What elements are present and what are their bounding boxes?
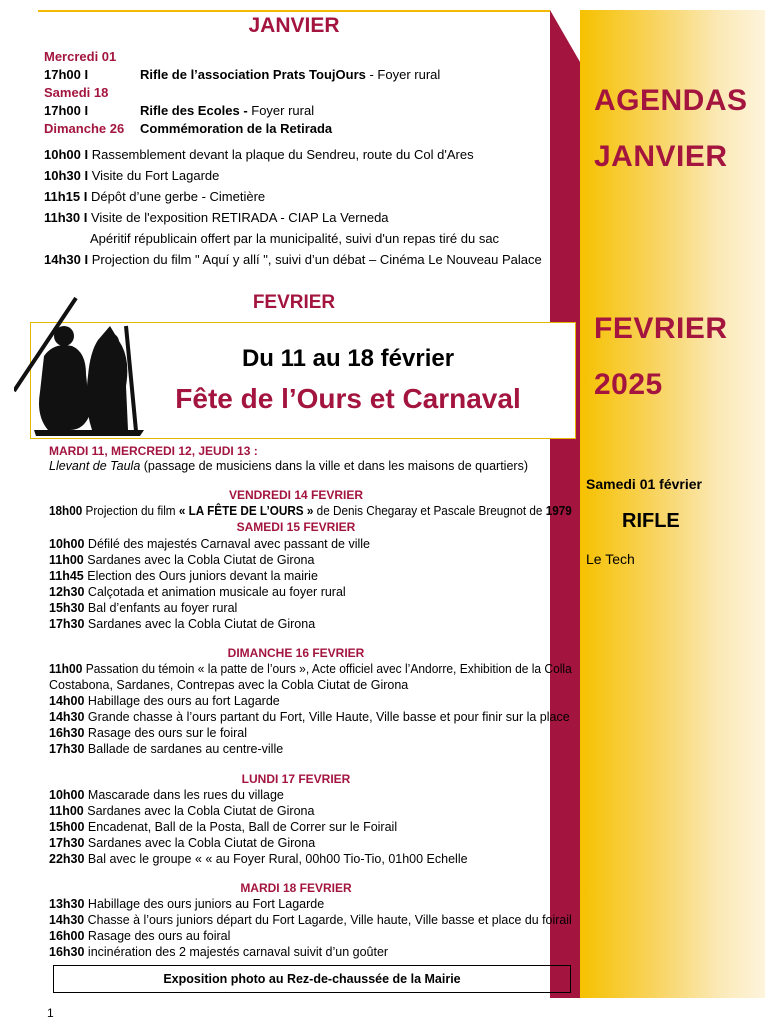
- sidebar-title-janvier: JANVIER: [594, 140, 728, 173]
- day-heading-mar18: MARDI 18 FEVRIER: [240, 881, 352, 895]
- top-rule: [38, 10, 550, 12]
- sam15-item: 17h30 Sardanes avec la Cobla Ciutat de Girona: [49, 617, 316, 631]
- intro-days: MARDI 11, MERCREDI 12, JEUDI 13 :: [49, 444, 258, 458]
- expo-notice: Exposition photo au Rez-de-chaussée de la Mairie: [53, 965, 571, 993]
- sidebar-event-place: Le Tech: [586, 551, 635, 567]
- janvier-day2-line: Rifle des Ecoles - Foyer rural: [140, 103, 315, 118]
- sidebar-event-name: RIFLE: [622, 510, 680, 532]
- day-heading-sam15: SAMEDI 15 FEVRIER: [236, 520, 356, 534]
- sam15-item: 11h45 Election des Ours juniors devant la mairie: [49, 569, 318, 583]
- corner-fold-icon: [550, 10, 580, 70]
- janvier-item: 11h15 I Dépôt d’une gerbe - Cimetière: [44, 189, 266, 204]
- janvier-day2: Samedi 18: [44, 85, 109, 100]
- mar18-item: 16h00 Rasage des ours au foiral: [49, 929, 231, 943]
- janvier-item: 10h30 I Visite du Fort Lagarde: [44, 168, 220, 183]
- janvier-day1-line: Rifle de l’association Prats ToujOurs - Foyer rural: [140, 67, 441, 82]
- fevrier-heading: FEVRIER: [252, 292, 336, 313]
- janvier-day2-time: 17h00 I: [44, 103, 89, 118]
- sam15-item: 10h00 Défilé des majestés Carnaval avec passant de ville: [49, 537, 371, 551]
- dim16-item: 16h30 Rasage des ours sur le foiral: [49, 726, 248, 740]
- lun17-item: 22h30 Bal avec le groupe « « au Foyer Rural, 00h00 Tio-Tio, 01h00 Echelle: [49, 852, 468, 866]
- janvier-day3-event: Commémoration de la Retirada: [140, 121, 333, 136]
- bear-hunters-silhouette-icon: [14, 296, 150, 436]
- day-heading-dim16: DIMANCHE 16 FEVRIER: [227, 646, 365, 660]
- sam15-item: 15h30 Bal d’enfants au foyer rural: [49, 601, 238, 615]
- dim16-item: 11h00 Passation du témoin « la patte de l’ours », Acte officiel avec l’Andorre, Exhibition de la Colla: [49, 662, 572, 676]
- dim16-item: 14h30 Grande chasse à l’ours partant du Fort, Ville Haute, Ville basse et pour finir sur la place: [49, 710, 570, 724]
- dim16-item-cont: Costabona, Sardanes, Contrepas avec la Cobla Ciutat de Girona: [49, 678, 409, 692]
- dim16-item: 17h30 Ballade de sardanes au centre-ville: [49, 742, 284, 756]
- sidebar-event-date: Samedi 01 février: [586, 476, 702, 492]
- sidebar-title-year: 2025: [594, 368, 663, 401]
- lun17-item: 15h00 Encadenat, Ball de la Posta, Ball de Correr sur le Foirail: [49, 820, 398, 834]
- janvier-item: 14h30 I Projection du film " Aquí y allí ", suivi d’un débat – Cinéma Le Nouveau Palace: [44, 252, 542, 267]
- janvier-day1-time: 17h00 I: [44, 67, 89, 82]
- lun17-item: 17h30 Sardanes avec la Cobla Ciutat de Girona: [49, 836, 316, 850]
- sidebar-title-agendas: AGENDAS: [594, 84, 748, 117]
- janvier-item: 11h30 I Visite de l'exposition RETIRADA - CIAP La Verneda: [44, 210, 389, 225]
- intro-line: Llevant de Taula (passage de musiciens dans la ville et dans les maisons de quartiers): [49, 459, 528, 473]
- sam15-item: 11h00 Sardanes avec la Cobla Ciutat de Girona: [49, 553, 315, 567]
- janvier-day1: Mercredi 01: [44, 49, 117, 64]
- janvier-item: Apéritif républicain offert par la municipalité, suivi d'un repas tiré du sac: [90, 231, 500, 246]
- sidebar-title-fevrier: FEVRIER: [594, 312, 728, 345]
- mar18-item: 14h30 Chasse à l’ours juniors départ du Fort Lagarde, Ville haute, Ville basse et place du foirail: [49, 913, 572, 927]
- mar18-item: 16h30 incinération des 2 majestés carnaval suivit d’un goûter: [49, 945, 389, 959]
- ven14-line: 18h00 Projection du film « LA FÊTE DE L’OURS » de Denis Chegaray et Pascale Breugnot de 1979: [49, 504, 572, 518]
- sam15-item: 12h30 Calçotada et animation musicale au foyer rural: [49, 585, 346, 599]
- mar18-item: 13h30 Habillage des ours juniors au Fort Lagarde: [49, 897, 325, 911]
- day-heading-ven14: VENDREDI 14 FEVRIER: [228, 488, 364, 502]
- day-heading-lun17: LUNDI 17 FEVRIER: [241, 772, 351, 786]
- page-number: 1: [47, 1006, 54, 1020]
- lun17-item: 10h00 Mascarade dans les rues du village: [49, 788, 284, 802]
- dim16-item: 14h00 Habillage des ours au fort Lagarde: [49, 694, 280, 708]
- fete-dates: Du 11 au 18 février: [241, 345, 455, 372]
- janvier-item: 10h00 I Rassemblement devant la plaque du Sendreu, route du Col d'Ares: [44, 147, 474, 162]
- fete-title: Fête de l’Ours et Carnaval: [175, 383, 521, 414]
- lun17-item: 11h00 Sardanes avec la Cobla Ciutat de Girona: [49, 804, 315, 818]
- janvier-day3: Dimanche 26: [44, 121, 125, 136]
- janvier-heading: JANVIER: [248, 14, 340, 37]
